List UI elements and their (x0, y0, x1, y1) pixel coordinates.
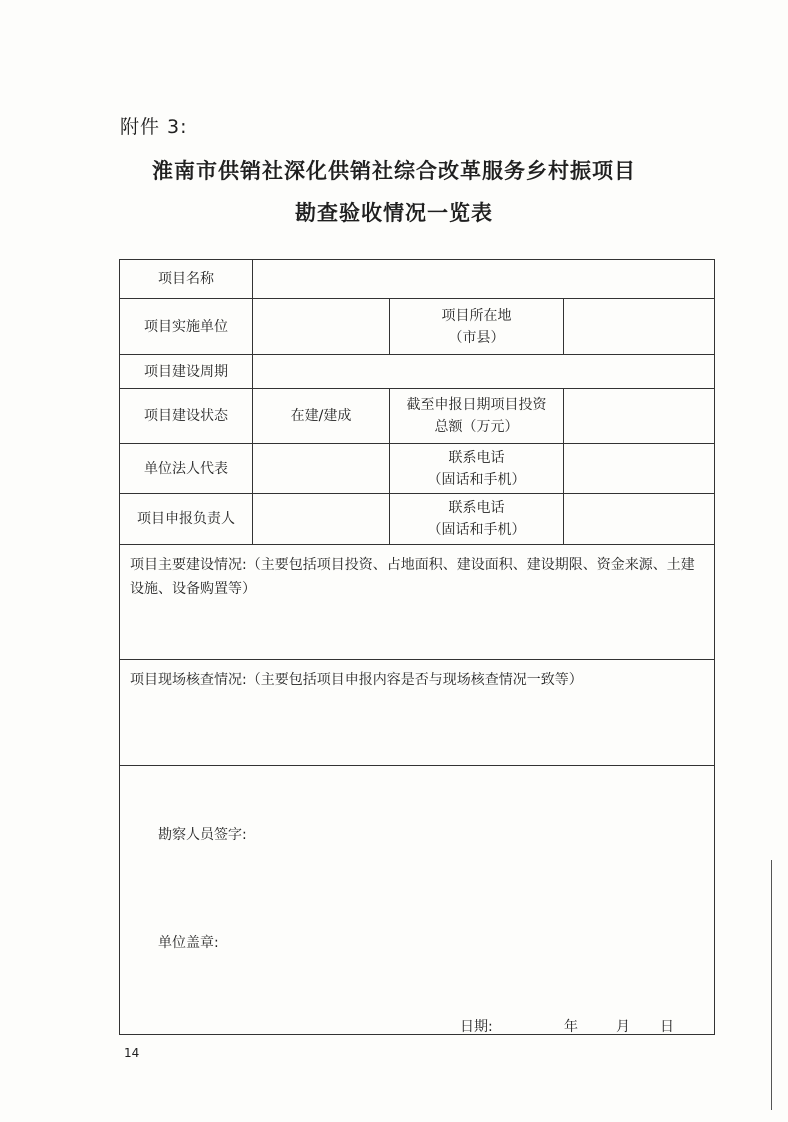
page-number: 14 (124, 1046, 140, 1060)
field-investment[interactable] (564, 389, 714, 443)
scan-artifact-line (771, 860, 772, 1110)
day-label: 日 (660, 1019, 674, 1035)
row-applicant (120, 494, 714, 545)
label-status: 项目建设状态 (120, 389, 253, 443)
field-applicant[interactable] (253, 494, 390, 544)
date-label: 日期: (460, 1019, 493, 1035)
label-project-name: 项目名称 (120, 260, 253, 298)
label-location-line2: （市县） (448, 329, 505, 346)
field-legal-rep-phone[interactable] (564, 444, 714, 493)
label-legal-rep: 单位法人代表 (120, 444, 253, 493)
label-applicant: 项目申报负责人 (120, 494, 253, 544)
label-investment (390, 389, 564, 443)
field-status[interactable]: 在建/建成 (253, 389, 390, 443)
attachment-label: 附件 3: (120, 116, 188, 138)
label-location-line1: 项目所在地 (441, 307, 512, 324)
row-signatures (120, 766, 714, 1034)
onsite-verification[interactable]: 项目现场核查情况:（主要包括项目申报内容是否与现场核查情况一致等） (130, 672, 583, 688)
label-impl-unit: 项目实施单位 (120, 299, 253, 354)
row-legal-rep (120, 444, 714, 494)
label-applicant-phone (390, 494, 564, 544)
construction-description[interactable]: 项目主要建设情况:（主要包括项目投资、占地面积、建设面积、建设期限、资金来源、土建设施、设备购置等） (130, 557, 695, 597)
row-status (120, 389, 714, 444)
field-impl-unit[interactable] (253, 299, 390, 354)
seal-label: 单位盖章: (158, 935, 219, 951)
row-impl-unit (120, 299, 714, 355)
year-label: 年 (564, 1019, 578, 1035)
label-investment-line2: 总额（万元） (434, 419, 519, 435)
label-phone-line2: （固话和手机） (427, 522, 526, 538)
row-period (120, 355, 714, 389)
field-period[interactable] (253, 355, 714, 388)
label-phone-line2: （固话和手机） (427, 471, 526, 488)
signature-label: 勘察人员签字: (158, 827, 247, 843)
label-period: 项目建设周期 (120, 355, 253, 388)
label-phone-line1: 联系电话 (448, 500, 505, 516)
label-phone-line1: 联系电话 (448, 449, 505, 466)
form-title-line1: 淮南市供销社深化供销社综合改革服务乡村振项目 (152, 159, 636, 183)
row-onsite (120, 660, 714, 766)
row-project-name (120, 260, 714, 299)
field-location[interactable] (564, 299, 714, 354)
label-location (390, 299, 564, 354)
row-construction (120, 545, 714, 660)
inspection-form-table (119, 259, 715, 1035)
label-investment-line1: 截至申报日期项目投资 (406, 397, 547, 413)
field-project-name[interactable] (253, 260, 714, 298)
form-title-line2: 勘查验收情况一览表 (295, 201, 493, 225)
field-applicant-phone[interactable] (564, 494, 714, 544)
label-legal-rep-phone (390, 444, 564, 493)
month-label: 月 (616, 1019, 630, 1035)
field-legal-rep[interactable] (253, 444, 390, 493)
